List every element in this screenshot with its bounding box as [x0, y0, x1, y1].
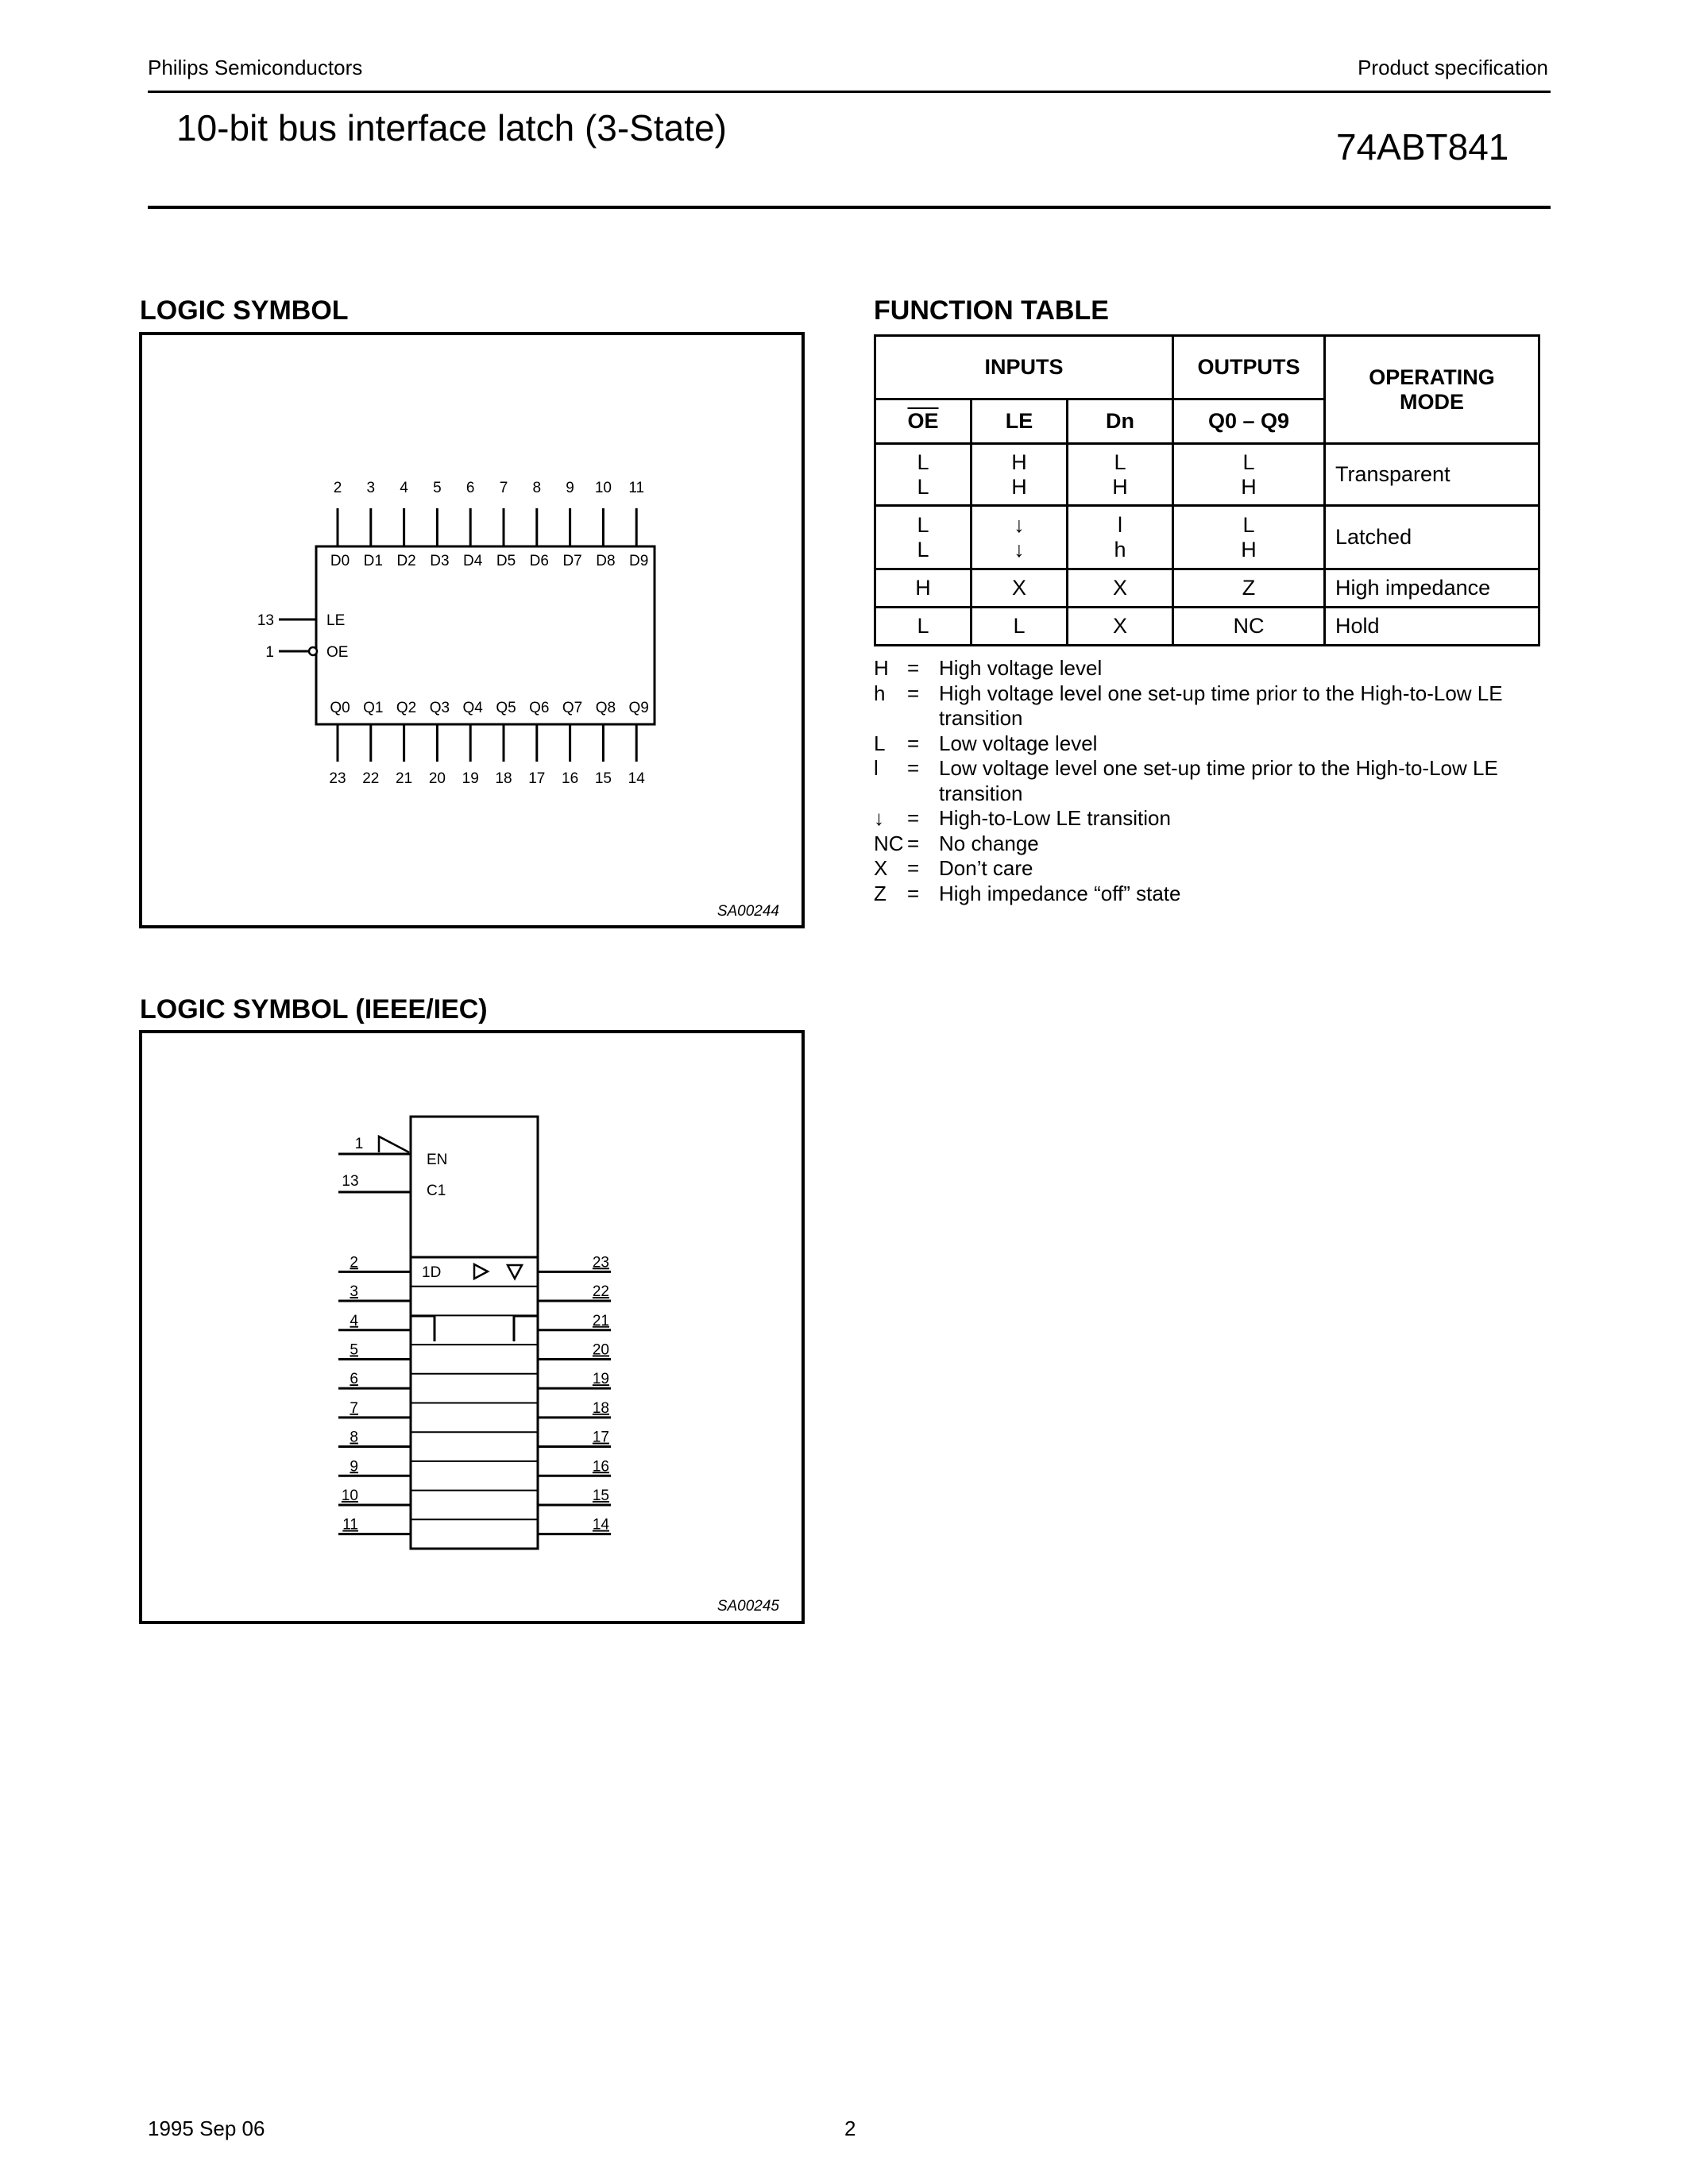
le-pin-number: 13	[257, 612, 274, 629]
input-pin-number: 2	[350, 1254, 358, 1271]
col-le-header: LE	[971, 399, 1068, 444]
mode-group-header: OPERATING MODE	[1325, 336, 1539, 444]
q-pin-label: Q4	[462, 700, 483, 716]
d-pin-label: D7	[562, 553, 582, 569]
d-pin-number: 11	[628, 480, 645, 496]
en-pin-number: 1	[354, 1136, 364, 1152]
input-pin-number: 11	[342, 1516, 358, 1534]
inputs-group-header: INPUTS	[875, 336, 1173, 399]
output-pin-number: 18	[592, 1399, 609, 1417]
q-pin-number: 14	[628, 770, 645, 787]
figure-code: SA00244	[717, 903, 779, 920]
col-dn-header: Dn	[1068, 399, 1173, 444]
q-pin-number: 19	[462, 770, 479, 787]
logic-symbol-figure	[139, 332, 805, 928]
legend-item: ↓ = High-to-Low LE transition	[874, 806, 1171, 830]
q-pin-number: 16	[562, 770, 579, 787]
d-pin-number: 10	[594, 480, 612, 496]
ieee-symbol-heading: LOGIC SYMBOL (IEEE/IEC)	[140, 994, 488, 1024]
output-pin-number: 14	[592, 1516, 609, 1534]
d-pin-number: 6	[465, 480, 475, 496]
q-pin-number: 15	[594, 770, 612, 787]
legend-item: H = High voltage level	[874, 656, 1103, 680]
q-pin-label: Q1	[363, 700, 384, 716]
legend-item: l = Low voltage level one set-up time prior to the High-to-Low LE transition	[874, 756, 1498, 805]
d-pin-number: 5	[433, 480, 442, 496]
q-pin-number: 23	[329, 770, 346, 787]
input-pin-number: 3	[350, 1283, 358, 1301]
control-block	[411, 1117, 538, 1341]
legend	[874, 656, 1559, 906]
q-pin-label: Q2	[396, 700, 417, 716]
d-pin-label: D1	[363, 553, 383, 569]
input-pin-number: 9	[350, 1458, 358, 1476]
footer-date: 1995 Sep 06	[148, 2116, 265, 2140]
legend-item: h = High voltage level one set-up time prior to the High-to-Low LE transition	[874, 681, 1503, 730]
logic-symbol-heading: LOGIC SYMBOL	[140, 295, 349, 326]
q-pin-label: Q9	[628, 700, 649, 716]
output-pin-number: 17	[592, 1429, 609, 1446]
input-pin-number: 4	[350, 1312, 358, 1329]
table-row: L L H H L H L H Transparent	[875, 444, 1539, 506]
input-pin-number: 6	[350, 1371, 358, 1388]
d-pin-number: 4	[400, 480, 408, 496]
q-pin-number: 21	[396, 770, 413, 787]
ieee-symbol-diagram	[142, 1033, 802, 1621]
d-pin-number: 3	[366, 480, 376, 496]
page-title: 10-bit bus interface latch (3-State)	[176, 107, 727, 149]
part-number: 74ABT841	[1336, 126, 1509, 168]
oe-pin-number: 1	[265, 644, 274, 661]
d-label: 1D	[422, 1264, 442, 1281]
d-pin-number: 9	[566, 480, 574, 496]
legend-item: Z = High impedance “off” state	[874, 881, 1181, 905]
output-pin-number: 23	[592, 1254, 609, 1271]
q-pin-number: 17	[528, 770, 546, 787]
q-pin-label: Q7	[562, 700, 583, 716]
title-rule	[148, 206, 1551, 209]
c1-label: C1	[427, 1183, 446, 1199]
page-number: 2	[844, 2116, 856, 2140]
outputs-group-header: OUTPUTS	[1173, 336, 1325, 399]
d-pin-number: 7	[499, 480, 508, 496]
input-pin-number: 10	[341, 1487, 358, 1504]
d-pin-label: D3	[430, 553, 450, 569]
legend-item: X = Don’t care	[874, 856, 1033, 880]
output-pin-number: 19	[592, 1371, 609, 1388]
d-pin-number: 2	[333, 480, 342, 496]
table-row: L L X NC Hold	[875, 608, 1539, 646]
c1-pin-number: 13	[342, 1173, 359, 1190]
input-pin-number: 7	[350, 1399, 358, 1417]
d-pin-label: D8	[596, 553, 616, 569]
figure-code: SA00245	[717, 1598, 779, 1615]
ieee-symbol-figure	[139, 1030, 805, 1624]
document-type: Product specification	[1358, 56, 1548, 79]
table-row: L L ↓ ↓ l h L H Latched	[875, 506, 1539, 569]
table-row: H X X Z High impedance	[875, 569, 1539, 608]
buffer-triangle	[474, 1264, 488, 1279]
d-pin-label: D2	[396, 553, 416, 569]
output-pin-number: 22	[592, 1283, 609, 1301]
d-pin-label: D4	[463, 553, 483, 569]
output-pin-number: 15	[592, 1487, 609, 1504]
le-pin-label: LE	[326, 612, 346, 629]
q-pin-label: Q5	[496, 700, 516, 716]
function-table	[874, 334, 1540, 646]
d-pin-number: 8	[532, 480, 542, 496]
header-rule	[148, 91, 1551, 93]
q-pin-number: 20	[428, 770, 446, 787]
d-pin-label: D6	[529, 553, 549, 569]
logic-symbol-diagram	[142, 335, 802, 925]
d-pin-label: D9	[629, 553, 649, 569]
en-triangle	[379, 1136, 409, 1152]
output-pin-number: 21	[592, 1312, 609, 1329]
q-pin-label: Q3	[429, 700, 450, 716]
col-oe-header: $\overline{OE}$	[875, 399, 971, 444]
input-pin-number: 8	[350, 1429, 358, 1446]
en-label: EN	[427, 1152, 448, 1168]
oe-pin-label: OE	[326, 644, 349, 661]
legend-item: NC = No change	[874, 831, 1039, 855]
q-pin-number: 22	[362, 770, 380, 787]
output-pin-number: 20	[592, 1341, 609, 1359]
company-name: Philips Semiconductors	[148, 56, 363, 79]
legend-item: L = Low voltage level	[874, 731, 1098, 755]
input-pin-number: 5	[350, 1341, 358, 1359]
q-pin-label: Q8	[595, 700, 616, 716]
output-pin-number: 16	[592, 1458, 609, 1476]
d-pin-label: D0	[330, 553, 350, 569]
latch-body	[316, 546, 655, 724]
col-q-header: Q0 – Q9	[1173, 399, 1325, 444]
q-pin-label: Q0	[330, 700, 350, 716]
q-pin-label: Q6	[529, 700, 550, 716]
inversion-bubble	[309, 647, 317, 655]
d-pin-label: D5	[496, 553, 516, 569]
three-state-triangle	[508, 1265, 522, 1279]
q-pin-number: 18	[495, 770, 512, 787]
function-table-heading: FUNCTION TABLE	[874, 295, 1109, 326]
